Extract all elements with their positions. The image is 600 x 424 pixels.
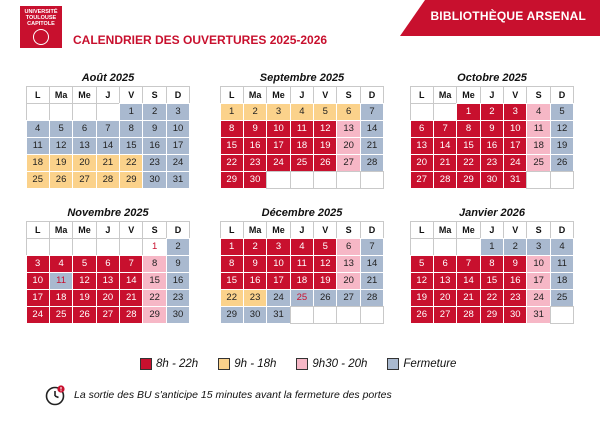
month-grid — [26, 221, 190, 323]
day-cell: 27 — [96, 306, 120, 324]
empty-cell — [313, 171, 337, 189]
day-cell: 28 — [456, 306, 480, 324]
day-cell: 29 — [480, 306, 504, 324]
weekday-header: J — [290, 221, 314, 239]
weekday-header: J — [290, 86, 314, 104]
day-cell: 13 — [336, 120, 360, 138]
day-cell: 22 — [220, 154, 244, 172]
legend-label: Fermeture — [403, 358, 457, 370]
day-cell: 31 — [166, 171, 190, 189]
day-cell: 14 — [360, 120, 384, 138]
day-cell: 13 — [96, 272, 120, 290]
empty-cell — [336, 171, 360, 189]
day-cell: 14 — [433, 137, 457, 155]
empty-cell — [290, 171, 314, 189]
month-grid — [220, 221, 384, 323]
top-banner — [0, 0, 600, 36]
month-title: Décembre 2025 — [261, 207, 343, 219]
logo-line-2: TOULOUSE — [25, 15, 57, 21]
day-cell: 23 — [142, 154, 166, 172]
day-cell: 9 — [166, 255, 190, 273]
legend-swatch — [140, 358, 152, 370]
month-august — [26, 70, 190, 188]
empty-cell — [433, 238, 457, 256]
day-cell: 2 — [142, 103, 166, 121]
day-cell: 26 — [313, 154, 337, 172]
day-cell: 4 — [49, 255, 73, 273]
empty-cell — [456, 238, 480, 256]
day-cell: 29 — [220, 306, 244, 324]
day-cell: 24 — [526, 289, 550, 307]
day-cell: 10 — [166, 120, 190, 138]
day-cell: 13 — [336, 255, 360, 273]
day-cell: 10 — [266, 120, 290, 138]
day-cell: 8 — [480, 255, 504, 273]
weekday-header: Ma — [433, 86, 457, 104]
weekday-header: V — [119, 86, 143, 104]
day-cell: 24 — [266, 154, 290, 172]
day-cell: 27 — [410, 171, 434, 189]
day-cell: 4 — [290, 103, 314, 121]
day-cell: 18 — [290, 272, 314, 290]
day-cell: 24 — [503, 154, 527, 172]
day-cell: 8 — [456, 120, 480, 138]
day-cell: 28 — [433, 171, 457, 189]
university-logo — [20, 6, 62, 48]
day-cell: 9 — [243, 120, 267, 138]
day-cell: 12 — [72, 272, 96, 290]
day-cell: 16 — [503, 272, 527, 290]
day-cell: 20 — [336, 272, 360, 290]
month-grid — [220, 86, 384, 188]
day-cell: 4 — [526, 103, 550, 121]
weekday-header: J — [96, 221, 120, 239]
day-cell: 11 — [49, 272, 73, 290]
empty-cell — [96, 238, 120, 256]
day-cell: 16 — [480, 137, 504, 155]
day-cell: 21 — [119, 289, 143, 307]
empty-cell — [119, 238, 143, 256]
day-cell: 9 — [480, 120, 504, 138]
weekday-header: D — [360, 221, 384, 239]
day-cell: 8 — [142, 255, 166, 273]
weekday-header: S — [526, 221, 550, 239]
library-title: BIBLIOTHÈQUE ARSENAL — [430, 9, 586, 23]
legend-item-9h30-20h — [296, 358, 367, 370]
day-cell: 21 — [96, 154, 120, 172]
weekday-header: V — [503, 221, 527, 239]
month-october — [410, 70, 574, 188]
day-cell: 25 — [550, 289, 574, 307]
day-cell: 7 — [96, 120, 120, 138]
weekday-header: S — [142, 221, 166, 239]
day-cell: 1 — [119, 103, 143, 121]
day-cell: 8 — [119, 120, 143, 138]
day-cell: 7 — [433, 120, 457, 138]
weekday-header: S — [336, 221, 360, 239]
month-grid — [26, 86, 190, 188]
empty-cell — [550, 171, 574, 189]
day-cell: 20 — [410, 154, 434, 172]
day-cell: 29 — [220, 171, 244, 189]
day-cell: 30 — [166, 306, 190, 324]
weekday-header: Ma — [49, 221, 73, 239]
weekday-header: V — [503, 86, 527, 104]
weekday-header: J — [96, 86, 120, 104]
day-cell: 11 — [550, 255, 574, 273]
day-cell: 7 — [360, 238, 384, 256]
day-cell: 20 — [72, 154, 96, 172]
day-cell: 6 — [433, 255, 457, 273]
weekday-header: L — [26, 221, 50, 239]
day-cell: 20 — [96, 289, 120, 307]
day-cell: 25 — [526, 154, 550, 172]
day-cell: 5 — [49, 120, 73, 138]
weekday-header: Ma — [243, 221, 267, 239]
weekday-header: Me — [456, 221, 480, 239]
day-cell: 2 — [166, 238, 190, 256]
day-cell: 17 — [266, 137, 290, 155]
empty-cell — [410, 238, 434, 256]
day-cell: 23 — [480, 154, 504, 172]
day-cell: 13 — [433, 272, 457, 290]
empty-cell — [49, 238, 73, 256]
day-cell: 27 — [336, 289, 360, 307]
day-cell: 6 — [72, 120, 96, 138]
weekday-header: V — [313, 86, 337, 104]
day-cell: 19 — [49, 154, 73, 172]
day-cell: 4 — [550, 238, 574, 256]
day-cell: 14 — [360, 255, 384, 273]
day-cell: 24 — [266, 289, 290, 307]
day-cell: 17 — [26, 289, 50, 307]
month-january — [410, 205, 574, 323]
day-cell: 22 — [480, 289, 504, 307]
day-cell: 15 — [220, 272, 244, 290]
legend-item-8h-22h — [140, 358, 198, 370]
day-cell: 19 — [410, 289, 434, 307]
day-cell: 29 — [456, 171, 480, 189]
day-cell: 21 — [456, 289, 480, 307]
day-cell: 14 — [96, 137, 120, 155]
day-cell: 30 — [503, 306, 527, 324]
month-grid — [410, 221, 574, 323]
day-cell: 27 — [72, 171, 96, 189]
day-cell: 21 — [433, 154, 457, 172]
weekday-header: Ma — [243, 86, 267, 104]
weekday-header: J — [480, 86, 504, 104]
day-cell: 11 — [526, 120, 550, 138]
day-cell: 21 — [360, 272, 384, 290]
day-cell: 15 — [456, 137, 480, 155]
legend — [140, 358, 456, 370]
weekday-header: Me — [72, 221, 96, 239]
empty-cell — [72, 103, 96, 121]
day-cell: 19 — [72, 289, 96, 307]
day-cell: 2 — [503, 238, 527, 256]
empty-cell — [72, 238, 96, 256]
day-cell: 1 — [220, 103, 244, 121]
month-title: Janvier 2026 — [458, 207, 526, 219]
day-cell: 12 — [550, 120, 574, 138]
legend-item-9h-18h — [218, 358, 276, 370]
weekday-header: D — [360, 86, 384, 104]
day-cell: 24 — [26, 306, 50, 324]
weekday-header: Me — [72, 86, 96, 104]
day-cell: 22 — [456, 154, 480, 172]
month-november — [26, 205, 190, 323]
day-cell: 3 — [26, 255, 50, 273]
day-cell: 28 — [360, 154, 384, 172]
day-cell: 4 — [290, 238, 314, 256]
day-cell: 25 — [290, 289, 314, 307]
day-cell: 31 — [526, 306, 550, 324]
day-cell: 18 — [49, 289, 73, 307]
day-cell: 9 — [142, 120, 166, 138]
day-cell: 1 — [142, 238, 166, 256]
day-cell: 29 — [119, 171, 143, 189]
clock-icon — [44, 384, 66, 406]
day-cell: 16 — [142, 137, 166, 155]
day-cell: 29 — [142, 306, 166, 324]
day-cell: 5 — [313, 103, 337, 121]
day-cell: 30 — [243, 306, 267, 324]
weekday-header: J — [480, 221, 504, 239]
day-cell: 18 — [526, 137, 550, 155]
day-cell: 6 — [336, 103, 360, 121]
day-cell: 8 — [220, 120, 244, 138]
legend-label: 9h30 - 20h — [312, 358, 368, 370]
weekday-header: L — [410, 86, 434, 104]
day-cell: 23 — [243, 289, 267, 307]
weekday-header: Me — [266, 86, 290, 104]
empty-cell — [410, 103, 434, 121]
day-cell: 6 — [96, 255, 120, 273]
weekday-header: Ma — [433, 221, 457, 239]
day-cell: 12 — [313, 255, 337, 273]
day-cell: 28 — [96, 171, 120, 189]
weekday-header: V — [119, 221, 143, 239]
day-cell: 13 — [410, 137, 434, 155]
day-cell: 3 — [503, 103, 527, 121]
day-cell: 14 — [456, 272, 480, 290]
day-cell: 2 — [243, 238, 267, 256]
day-cell: 20 — [336, 137, 360, 155]
empty-cell — [526, 171, 550, 189]
day-cell: 23 — [503, 289, 527, 307]
weekday-header: Me — [266, 221, 290, 239]
day-cell: 15 — [480, 272, 504, 290]
weekday-header: S — [336, 86, 360, 104]
weekday-header: V — [313, 221, 337, 239]
month-grid — [410, 86, 574, 188]
logo-line-1: UNIVERSITÉ — [24, 9, 58, 15]
day-cell: 10 — [503, 120, 527, 138]
empty-cell — [336, 306, 360, 324]
empty-cell — [550, 306, 574, 324]
month-december — [220, 205, 384, 323]
day-cell: 7 — [360, 103, 384, 121]
day-cell: 9 — [503, 255, 527, 273]
empty-cell — [313, 306, 337, 324]
day-cell: 10 — [526, 255, 550, 273]
day-cell: 18 — [290, 137, 314, 155]
day-cell: 3 — [526, 238, 550, 256]
weekday-header: L — [220, 86, 244, 104]
month-title: Septembre 2025 — [259, 72, 345, 84]
day-cell: 1 — [220, 238, 244, 256]
day-cell: 28 — [360, 289, 384, 307]
day-cell: 27 — [433, 306, 457, 324]
day-cell: 17 — [166, 137, 190, 155]
day-cell: 23 — [243, 154, 267, 172]
day-cell: 4 — [26, 120, 50, 138]
legend-swatch — [387, 358, 399, 370]
day-cell: 10 — [266, 255, 290, 273]
weekday-header: Me — [456, 86, 480, 104]
day-cell: 2 — [480, 103, 504, 121]
day-cell: 19 — [550, 137, 574, 155]
day-cell: 30 — [480, 171, 504, 189]
weekday-header: L — [26, 86, 50, 104]
day-cell: 17 — [266, 272, 290, 290]
day-cell: 22 — [142, 289, 166, 307]
weekday-header: S — [142, 86, 166, 104]
day-cell: 13 — [72, 137, 96, 155]
day-cell: 25 — [290, 154, 314, 172]
month-title: Octobre 2025 — [457, 72, 527, 84]
day-cell: 18 — [550, 272, 574, 290]
weekday-header: Ma — [49, 86, 73, 104]
calendar-title: CALENDRIER DES OUVERTURES 2025-2026 — [73, 33, 328, 47]
day-cell: 28 — [119, 306, 143, 324]
month-september — [220, 70, 384, 188]
day-cell: 3 — [166, 103, 190, 121]
day-cell: 26 — [410, 306, 434, 324]
logo-line-3: CAPITOLE — [27, 21, 55, 27]
day-cell: 31 — [266, 306, 290, 324]
day-cell: 27 — [336, 154, 360, 172]
day-cell: 30 — [243, 171, 267, 189]
day-cell: 26 — [550, 154, 574, 172]
day-cell: 31 — [503, 171, 527, 189]
note-text: La sortie des BU s'anticipe 15 minutes avant la fermeture des portes — [74, 389, 392, 401]
day-cell: 26 — [49, 171, 73, 189]
empty-cell — [266, 171, 290, 189]
day-cell: 30 — [142, 171, 166, 189]
day-cell: 9 — [243, 255, 267, 273]
day-cell: 26 — [72, 306, 96, 324]
month-title: Novembre 2025 — [67, 207, 149, 219]
empty-cell — [433, 103, 457, 121]
day-cell: 10 — [26, 272, 50, 290]
day-cell: 5 — [72, 255, 96, 273]
legend-item-fermeture — [387, 358, 456, 370]
day-cell: 1 — [480, 238, 504, 256]
day-cell: 12 — [49, 137, 73, 155]
empty-cell — [290, 306, 314, 324]
day-cell: 19 — [313, 272, 337, 290]
day-cell: 19 — [313, 137, 337, 155]
empty-cell — [26, 238, 50, 256]
weekday-header: L — [410, 221, 434, 239]
empty-cell — [49, 103, 73, 121]
day-cell: 5 — [550, 103, 574, 121]
day-cell: 3 — [266, 103, 290, 121]
day-cell: 17 — [503, 137, 527, 155]
day-cell: 5 — [313, 238, 337, 256]
empty-cell — [360, 171, 384, 189]
day-cell: 15 — [119, 137, 143, 155]
day-cell: 11 — [26, 137, 50, 155]
day-cell: 21 — [360, 137, 384, 155]
day-cell: 6 — [410, 120, 434, 138]
day-cell: 23 — [166, 289, 190, 307]
day-cell: 22 — [119, 154, 143, 172]
weekday-header: D — [166, 221, 190, 239]
day-cell: 1 — [456, 103, 480, 121]
day-cell: 18 — [26, 154, 50, 172]
weekday-header: D — [166, 86, 190, 104]
day-cell: 15 — [220, 137, 244, 155]
month-title: Août 2025 — [81, 72, 135, 84]
day-cell: 11 — [290, 120, 314, 138]
legend-label: 9h - 18h — [234, 358, 277, 370]
day-cell: 26 — [313, 289, 337, 307]
day-cell: 25 — [26, 171, 50, 189]
day-cell: 24 — [166, 154, 190, 172]
closing-note — [44, 384, 392, 406]
empty-cell — [360, 306, 384, 324]
day-cell: 16 — [166, 272, 190, 290]
day-cell: 11 — [290, 255, 314, 273]
day-cell: 14 — [119, 272, 143, 290]
legend-swatch — [218, 358, 230, 370]
empty-cell — [96, 103, 120, 121]
day-cell: 16 — [243, 272, 267, 290]
day-cell: 2 — [243, 103, 267, 121]
day-cell: 3 — [266, 238, 290, 256]
weekday-header: D — [550, 221, 574, 239]
day-cell: 5 — [410, 255, 434, 273]
day-cell: 8 — [220, 255, 244, 273]
day-cell: 22 — [220, 289, 244, 307]
weekday-header: D — [550, 86, 574, 104]
legend-label: 8h - 22h — [156, 358, 199, 370]
day-cell: 25 — [49, 306, 73, 324]
day-cell: 6 — [336, 238, 360, 256]
empty-cell — [26, 103, 50, 121]
day-cell: 20 — [433, 289, 457, 307]
weekday-header: L — [220, 221, 244, 239]
day-cell: 17 — [526, 272, 550, 290]
day-cell: 15 — [142, 272, 166, 290]
day-cell: 7 — [119, 255, 143, 273]
day-cell: 12 — [313, 120, 337, 138]
day-cell: 12 — [410, 272, 434, 290]
day-cell: 16 — [243, 137, 267, 155]
day-cell: 7 — [456, 255, 480, 273]
seal-icon — [33, 29, 49, 45]
legend-swatch — [296, 358, 308, 370]
weekday-header: S — [526, 86, 550, 104]
